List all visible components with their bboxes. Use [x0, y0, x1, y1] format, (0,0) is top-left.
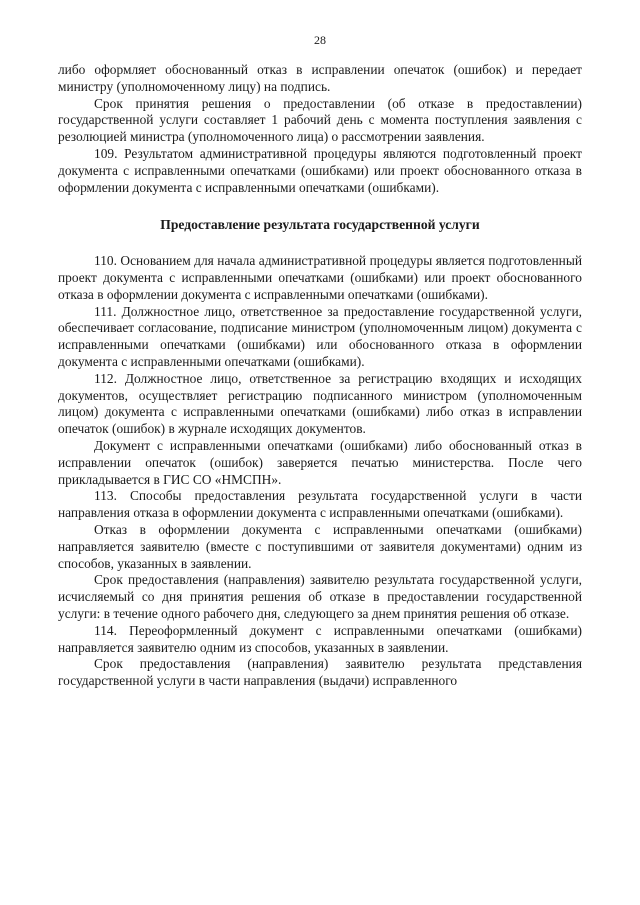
paragraph: Срок принятия решения о предоставлении (об отказе в предоставлении) государственной услуги составляет 1 рабочий день с момента поступления заявления с резолюцией министра (уполномоченного лица) о рассмотрении заявления. — [58, 95, 582, 145]
paragraph: Отказ в оформлении документа с исправленными опечатками (ошибками) направляется заявителю (вместе с поступившими от заявителя документами) одним из способов, указанных в заявлении. — [58, 521, 582, 571]
paragraph: Срок предоставления (направления) заявителю результата государственной услуги, исчисляемый со дня принятия решения об отказе в предоставлении государственной услуги: в течение одного рабочего дня, следующего за днем принятия решения об отказе. — [58, 572, 582, 621]
paragraph-112: 112. Должностное лицо, ответственное за регистрацию входящих и исходящих документов, осуществляет регистрацию подписанного министром (уполномоченным лицом) документа с исправленными опечатками (ошибками) либо отказ в исправлении опечаток (ошибок) в журнале исходящих документов. — [58, 370, 582, 437]
paragraph: Документ с исправленными опечатками (ошибками) либо обоснованный отказ в исправлении опечаток (ошибок) заверяется печатью министерства. После чего прикладывается в ГИС СО «НМСПН». — [58, 437, 582, 487]
paragraph-110: 110. Основанием для начала административной процедуры является подготовленный проект документа с исправленными опечатками (ошибками) или проект обоснованного отказа в оформлении документа с исправленными опечатками (ошибками). — [58, 253, 582, 302]
document-body — [58, 62, 582, 690]
paragraph-111: 111. Должностное лицо, ответственное за предоставление государственной услуги, обеспечивает согласование, подписание министром (уполномоченным лицом) документа с исправленными опечатками (ошибками) или обоснованного отказа в оформлении документа с исправленными опечатками (ошибками). — [58, 303, 582, 369]
paragraph: либо оформляет обоснованный отказ в исправлении опечаток (ошибок) и передает министру (уполномоченному лицу) на подпись. — [58, 62, 582, 94]
paragraph-109: 109. Результатом административной процедуры являются подготовленный проект документа с исправленными опечатками (ошибками) или проект обоснованного отказа в оформлении документа с исправленными опечатками (ошибками). — [58, 145, 582, 195]
paragraph-113: 113. Способы предоставления результата государственной услуги в части направления отказа в оформлении документа с исправленными опечатками (ошибками). — [58, 488, 582, 521]
paragraph: Срок предоставления (направления) заявителю результата представления государственной услуги в части направления (выдачи) исправленного — [58, 656, 582, 689]
page-number: 28 — [314, 33, 326, 47]
section-heading: Предоставление результата государственной услуги — [160, 217, 480, 233]
paragraph-114: 114. Переоформленный документ с исправленными опечатками (ошибками) направляется заявителю одним из способов, указанных в заявлении. — [58, 622, 582, 655]
